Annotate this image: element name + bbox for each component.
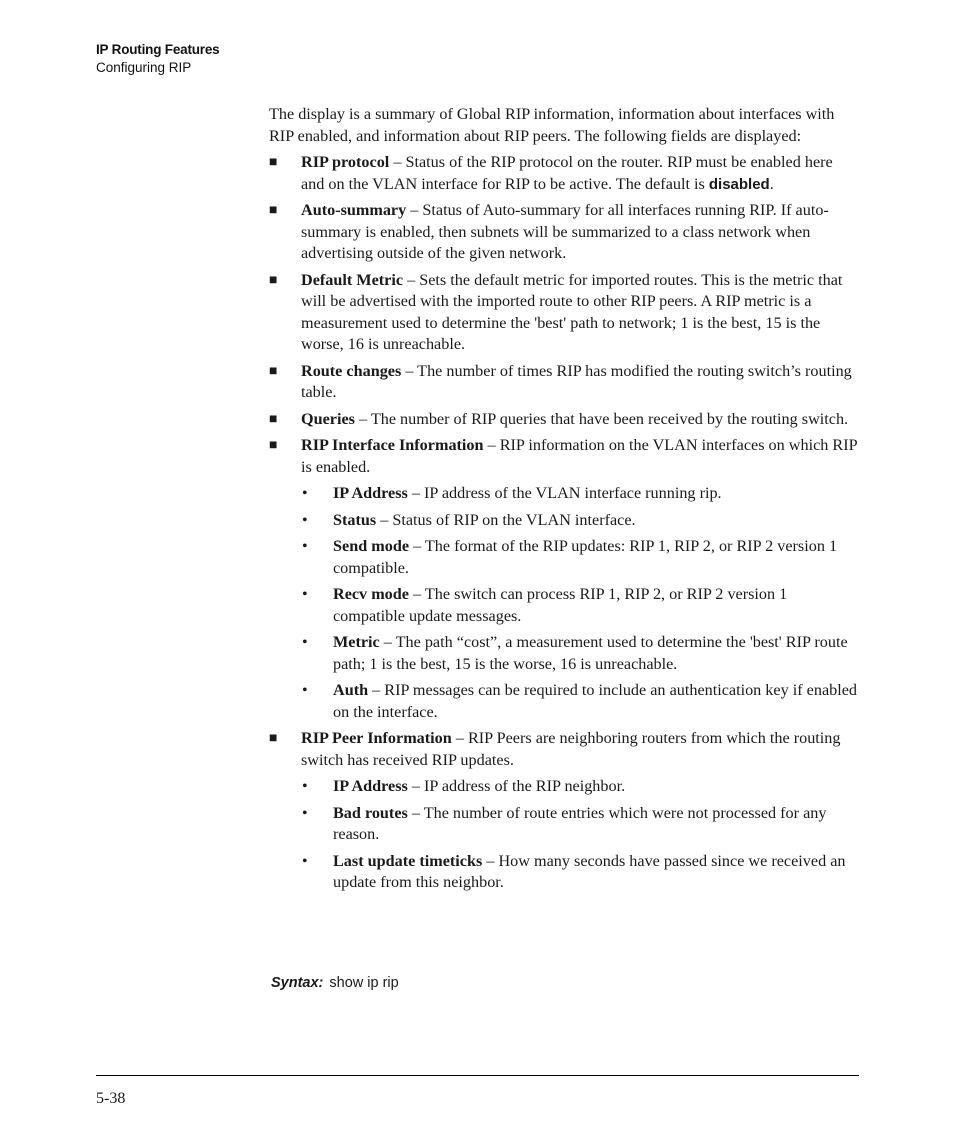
list-item-rip-peer-information bbox=[269, 728, 859, 771]
square-bullet-icon: ■ bbox=[269, 272, 278, 288]
sub-item-interface-metric bbox=[269, 632, 859, 675]
sub-item-text: – The switch can process RIP 1, RIP 2, or RIP 2 version 1 compatible update messages. bbox=[333, 585, 788, 625]
square-bullet-icon: ■ bbox=[269, 438, 278, 453]
list-item-queries bbox=[269, 409, 859, 431]
sub-item-text: – The number of route entries which were not processed for any reason. bbox=[333, 803, 827, 843]
item-text: – Sets the default metric for imported routes. This is the metric that will be advertised with the imported route to other RIP peers. A RIP metric is a measurement used to determine the 'best' path to network; 1 is the best, 15 is the worse, 16 is unreachable. bbox=[301, 270, 843, 353]
dot-bullet-icon: • bbox=[302, 852, 308, 870]
sub-item-interface-recv-mode bbox=[269, 584, 859, 627]
item-text: – Status of the RIP protocol on the router. RIP must be enabled here and on the VLAN interface for RIP to be active. The default is bbox=[301, 153, 833, 193]
sub-item-label: Last update timeticks bbox=[333, 851, 483, 870]
syntax-command: show ip rip bbox=[329, 975, 399, 991]
sub-item-text: – IP address of the RIP neighbor. bbox=[407, 777, 626, 795]
sub-item-interface-status bbox=[269, 510, 859, 532]
square-bullet-icon: ■ bbox=[269, 155, 278, 170]
sub-item-peer-bad-routes bbox=[269, 803, 859, 846]
sub-item-peer-ip-address bbox=[269, 776, 859, 798]
sub-item-text: – The format of the RIP updates: RIP 1, RIP 2, or RIP 2 version 1 compatible. bbox=[333, 537, 838, 577]
sub-item-text: – RIP messages can be required to include an authentication key if enabled on the interface. bbox=[333, 681, 857, 721]
sub-item-label: Recv mode bbox=[333, 585, 409, 603]
syntax-keyword: Syntax: bbox=[271, 975, 324, 991]
item-label: Queries bbox=[301, 409, 355, 428]
running-header bbox=[96, 41, 219, 77]
sub-item-label: IP Address bbox=[333, 484, 408, 502]
dot-bullet-icon: • bbox=[302, 804, 308, 822]
square-bullet-icon: ■ bbox=[269, 363, 278, 379]
list-item-rip-interface-information bbox=[269, 435, 859, 478]
dot-bullet-icon: • bbox=[302, 778, 308, 795]
sub-item-label: Metric bbox=[333, 633, 380, 651]
body-content bbox=[269, 104, 859, 899]
item-text: – The number of times RIP has modified the routing switch’s routing table. bbox=[301, 361, 852, 401]
section-title: IP Routing Features bbox=[96, 42, 220, 57]
sub-item-label: Bad routes bbox=[333, 803, 408, 822]
dot-bullet-icon: • bbox=[302, 538, 308, 555]
square-bullet-icon: ■ bbox=[269, 203, 278, 218]
dot-bullet-icon: • bbox=[302, 485, 308, 502]
subsection-title: Configuring RIP bbox=[96, 60, 192, 75]
item-label: RIP Interface Information bbox=[301, 436, 484, 454]
square-bullet-icon: ■ bbox=[269, 411, 278, 427]
list-item-default-metric bbox=[269, 270, 859, 356]
sub-item-label: IP Address bbox=[333, 777, 408, 795]
sub-item-peer-last-update bbox=[269, 851, 859, 894]
square-bullet-icon: ■ bbox=[269, 731, 278, 746]
item-text: – RIP Peers are neighboring routers from which the routing switch has received RIP updates. bbox=[301, 729, 841, 769]
syntax-line bbox=[271, 975, 399, 991]
item-text: – Status of Auto-summary for all interfaces running RIP. If auto-summary is enabled, then subnets will be summarized to a class network when advertising outside of the given network. bbox=[301, 201, 829, 262]
item-tail: . bbox=[769, 174, 774, 193]
dot-bullet-icon: • bbox=[302, 511, 308, 529]
sub-item-text: – IP address of the VLAN interface running rip. bbox=[407, 484, 722, 502]
sub-item-label: Auth bbox=[333, 681, 369, 699]
dot-bullet-icon: • bbox=[302, 586, 308, 603]
footer-divider bbox=[96, 1075, 859, 1076]
default-value: disabled bbox=[708, 175, 770, 193]
sub-item-text: – Status of RIP on the VLAN interface. bbox=[376, 510, 636, 529]
intro-paragraph: The display is a summary of Global RIP information, information about interfaces with RIP enabled, and information about RIP peers. The following fields are displayed: bbox=[269, 105, 835, 145]
item-label: Default Metric bbox=[301, 270, 404, 289]
sub-item-text: – The path “cost”, a measurement used to determine the 'best' RIP route path; 1 is the best, 15 is the worse, 16 is unreachable. bbox=[333, 633, 848, 673]
list-item-rip-protocol bbox=[269, 152, 859, 195]
item-label: Auto-summary bbox=[301, 201, 407, 219]
page-number: 5-38 bbox=[96, 1090, 126, 1107]
dot-bullet-icon: • bbox=[302, 634, 308, 651]
list-item-auto-summary bbox=[269, 200, 859, 265]
sub-item-interface-send-mode bbox=[269, 536, 859, 579]
item-text: – The number of RIP queries that have been received by the routing switch. bbox=[354, 409, 849, 428]
sub-item-interface-ip-address bbox=[269, 483, 859, 505]
sub-item-label: Send mode bbox=[333, 537, 410, 555]
item-text: – RIP information on the VLAN interfaces on which RIP is enabled. bbox=[301, 436, 857, 476]
dot-bullet-icon: • bbox=[302, 682, 308, 699]
item-label: Route changes bbox=[301, 361, 402, 380]
sub-item-interface-auth bbox=[269, 680, 859, 723]
sub-item-text: – How many seconds have passed since we received an update from this neighbor. bbox=[333, 851, 846, 891]
item-label: RIP Peer Information bbox=[301, 729, 452, 747]
sub-item-label: Status bbox=[333, 510, 377, 529]
list-item-route-changes bbox=[269, 361, 859, 404]
item-label: RIP protocol bbox=[301, 153, 390, 171]
